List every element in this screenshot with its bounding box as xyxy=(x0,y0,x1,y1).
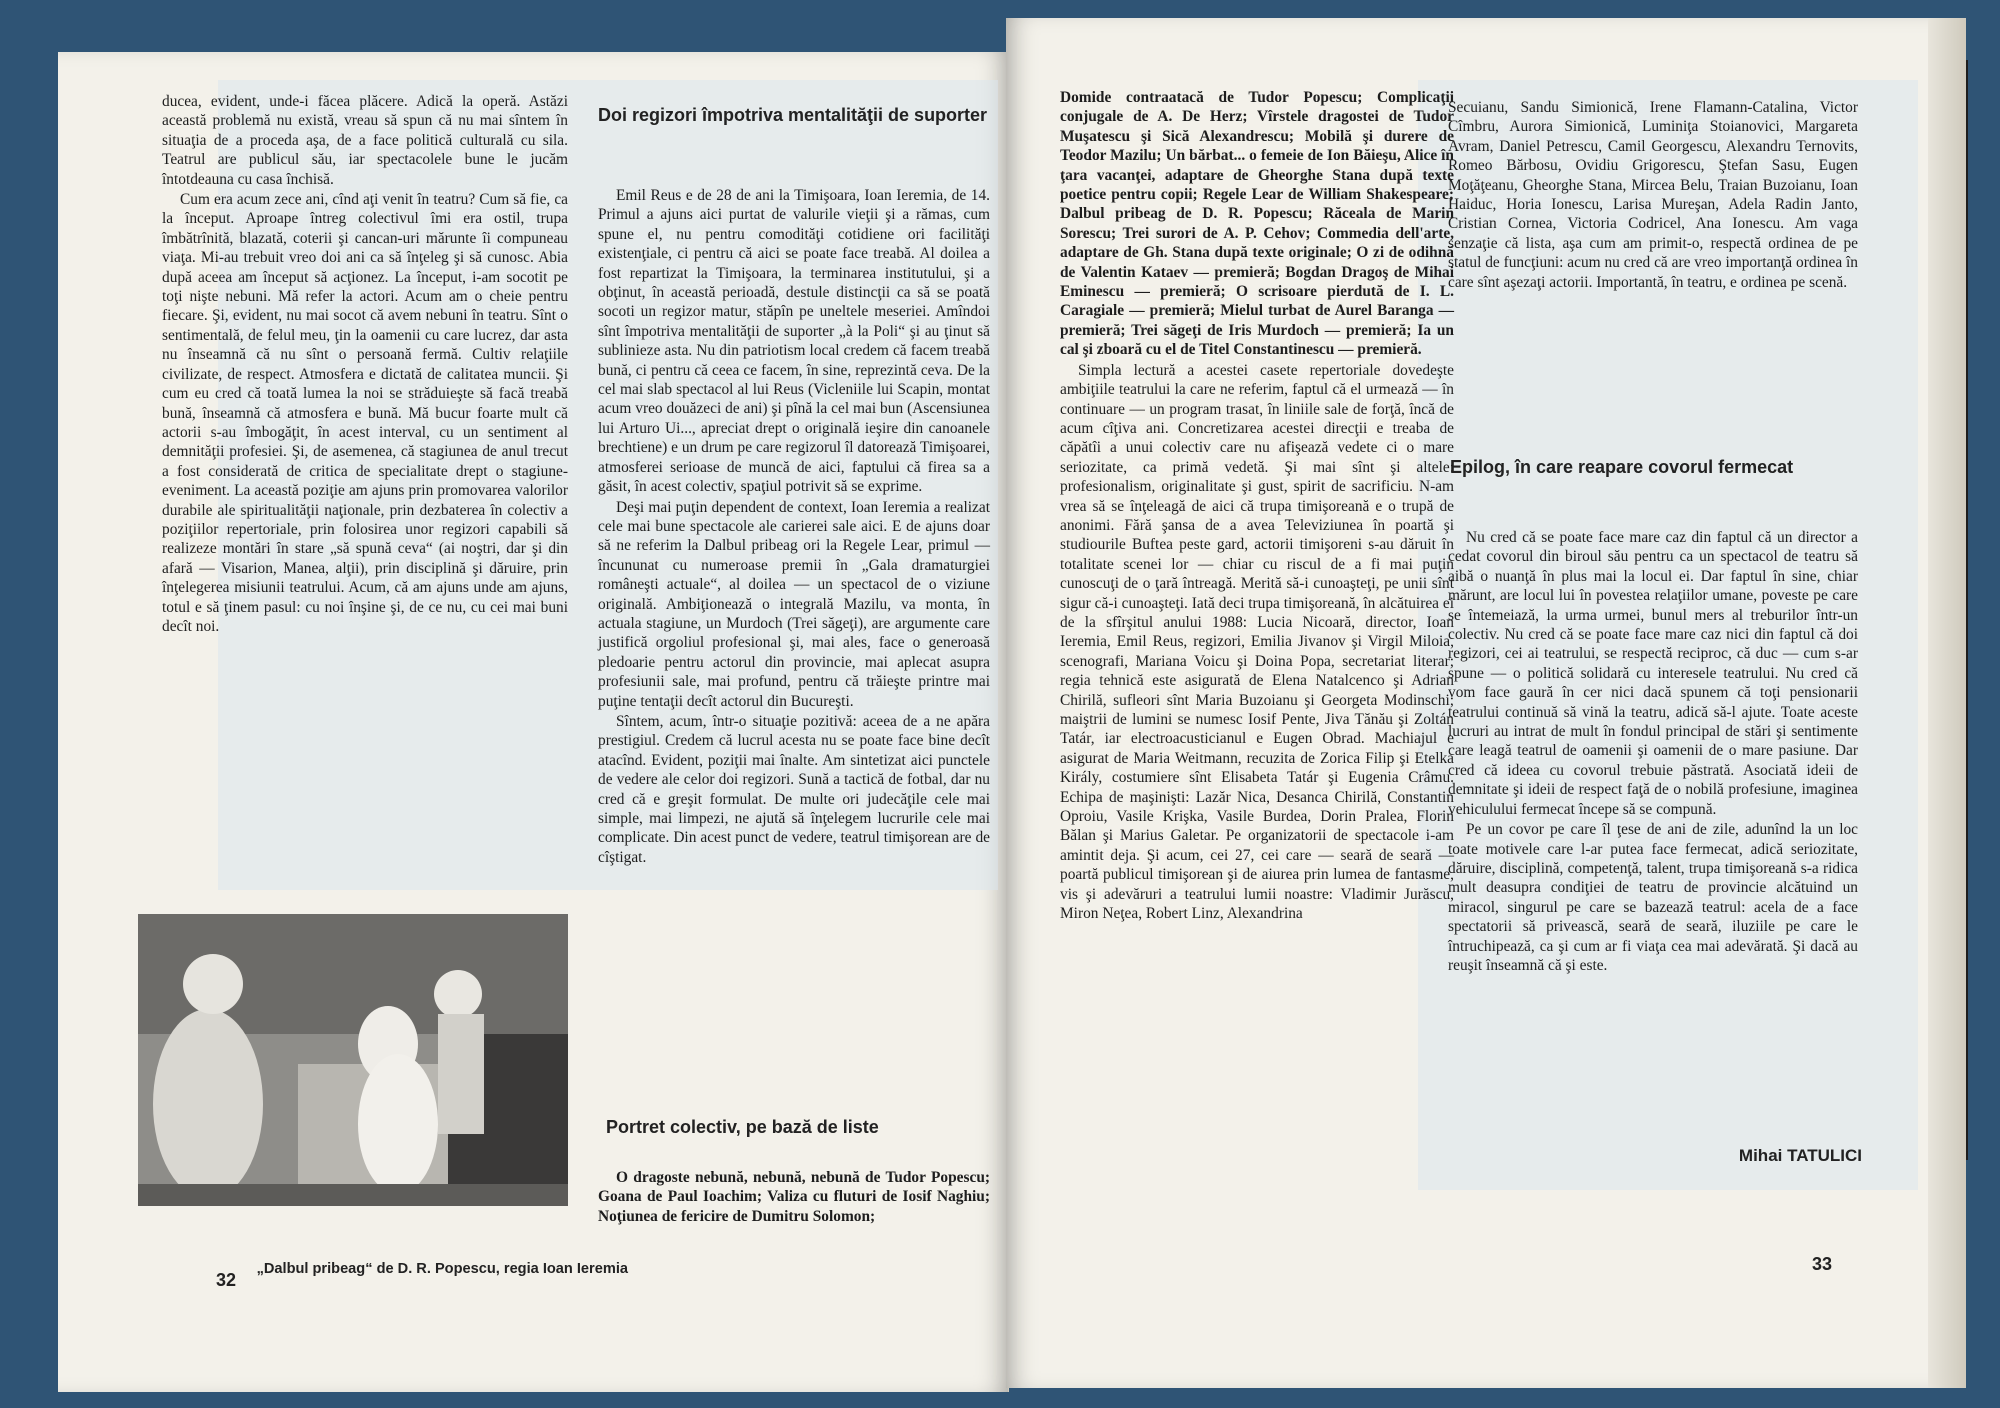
page-number: 33 xyxy=(1812,1254,1833,1274)
left-col1 xyxy=(162,92,568,636)
left-col2 xyxy=(598,186,990,867)
article-title: Portret colectiv, pe bază de liste xyxy=(606,1117,879,1137)
page-number: 32 xyxy=(216,1270,237,1290)
photo-illustration xyxy=(138,914,568,1206)
right-col4-top xyxy=(1448,98,1858,292)
paragraph: Pe un covor pe care îl ţese de ani de zile, adunînd la un loc toate motivele care l-ar putea face fermecat, adică seriozitate, dăruire, disciplină, competenţă, talent, trupa timişoreană s-a ridica mult deasupra condiţiei de teatru de provincie alcătuind un miracol, singurul pe care se bazează teatrul: acela de a face spectatorii să privească, seară de seară, iluziile pe care le întruchipează, ca şi cum ar fi viaţa cea mai adevărată. Şi dacă au reuşit înseamnă că şi este. xyxy=(1448,821,1858,974)
article-title: Epilog, în care reapare covorul fermecat xyxy=(1450,457,1794,477)
right-col4 xyxy=(1448,528,1858,975)
photo-caption: „Dalbul pribeag“ de D. R. Popescu, regia Ioan Ieremia xyxy=(256,1261,628,1277)
right-col3 xyxy=(1060,88,1454,923)
left-page xyxy=(58,52,1009,1392)
paragraph: Sîntem, acum, într-o situaţie pozitivă: aceea de a ne apăra prestigiul. Credem că lucrul acesta nu se poate face bine decît atacînd. Evident, poziţii mai înalte. Am sintetizat aici punctele de vedere ale celor doi regizori. Sună a tactică de fotbal, dar nu cred că e greşit formulat. De multe ori judecăţile cele mai simple, mai limpezi, ne ajută să înţelegem lucrurile cele mai complicate. Din acest punct de vedere, teatrul timişorean are de cîştigat. xyxy=(598,712,990,866)
page-edge xyxy=(1928,18,1966,1388)
play-list: Domide contraatacă de Tudor Popescu; Complicaţii conjugale de A. De Herz; Vîrstele dragostei de Tudor Muşatescu şi Sică Alexandrescu; Mobilă şi durere de Teodor Mazilu; Un bărbat... o femeie de Ion Băieşu, Alice în ţara vacanţei, adaptare de Gheorghe Stana după texte poetice pentru copii; Regele Lear de William Shakespeare; Dalbul pribeag de D. R. Popescu; Răceala de Marin Sorescu; Trei surori de A. P. Cehov; Commedia dell'arte, adaptare de Gh. Stana după texte originale; O zi de odihnă de Valentin Kataev — premieră; Bogdan Dragoş de Mihai Eminescu — premieră; O scrisoare pierdută de I. L. Caragiale — premieră; Mielul turbat de Aurel Baranga — premieră; Trei săgeţi de Iris Murdoch — premieră; Ia un cal şi zboară cu el de Titel Constantinescu — premieră. xyxy=(1060,89,1454,359)
play-list: O dragoste nebună, nebună, nebună de Tudor Popescu; Goana de Paul Ioachim; Valiza cu fluturi de Iosif Naghiu; Noţiunea de fericire de Dumitru Solomon; xyxy=(598,1169,990,1225)
article-title: Doi regizori împotriva mentalităţii de suporter xyxy=(598,105,988,125)
paragraph: ducea, evident, unde-i făcea plăcere. Adică la operă. Astăzi această problemă nu există, vreau să spun că nu mai sîntem în situaţia de a proceda aşa, de a face politică culturală cu sila. Teatrul are publicul său, iar spectacolele bune le jucăm întotdeauna cu casa închisă. xyxy=(162,93,568,188)
theatre-photo xyxy=(138,914,568,1206)
author-name: Mihai TATULICI xyxy=(1738,1146,1862,1165)
left-col2-list xyxy=(598,1168,990,1226)
paragraph: Simpla lectură a acestei casete repertoriale dovedeşte ambiţiile teatrului la care ne referim, faptul că el urmează — în continuare — un program trasat, în liniile sale de forţă, încă de acum cîţiva ani. Concretizarea acestei direcţii e treaba de căpătîi a unui colectiv care nu afişează vedete ci o mare seriozitate, ca primă vedetă. Şi mai sînt şi altele: profesionalism, originalitate şi gust, spirit de sacrificiu. N-am vrea să se înţeleagă de aici că trupa timişoreană e o trupă de anonimi. Fără şansa de a avea Televiziunea în poartă şi studiourile Buftea peste gard, actorii timişoreni s-au dăruit în totalitate scenei lor — chiar cu riscul de a fi mai puţin cunoscuţi de o ţară întreagă. Merită să-i cunoaşteţi, pe unii sînt sigur că-i cunoaşteţi. Iată deci trupa timişoreană, în alcătuirea ei de la sfîrşitul anului 1988: Lucia Nicoară, director, Ioan Ieremia, Emil Reus, regizori, Emilia Jivanov şi Virgil Miloia, scenografi, Mariana Voicu şi Doina Popa, secretariat literar; regia tehnică este asigurată de Elena Natalcenco şi Adrian Chirilă, sufleori sînt Maria Buzoianu şi Georgeta Modinschi; maiştrii de lumini se numesc Iosif Pente, Jiva Tănău şi Zoltán Tatár, iar electroacusticianul e Eugen Obrad. Machiajul e asigurat de Maria Weitmann, recuzita de Zorica Filip şi Etelka Király, costumiere sînt Elisabeta Tatár şi Eugenia Crâmu. Echipa de maşinişti: Lazăr Nica, Desanca Chirilă, Constantin Oproiu, Vasile Krişka, Vasile Burdea, Dorin Pralea, Florin Bălan şi Marius Galetar. Pe organizatorii de spectacole i-am amintit deja. Şi acum, cei 27, cei care — seară de seară — poartă publicul timişorean şi de aiurea prin lumea de fantasme, vis şi adevăruri a teatrului lumii noastre: Vladimir Jurăscu, Miron Neţea, Robert Linz, Alexandrina xyxy=(1060,361,1454,923)
paragraph: Cum era acum zece ani, cînd aţi venit în teatru? Cum să fie, ca la început. Aproape întreg colectivul îmi era ostil, trupa îmbătrînită, blazată, coterii şi cancan-uri mărunte îi compuneau viaţa. Mi-au trebuit vreo doi ani ca să înţeleg şi să cunosc. Abia după aceea am început să acţionez. La început, i-am socotit pe toţi nişte nebuni. Mă refer la actori. Acum am o cheie pentru fiecare. Şi, evident, nu mai socot că avem nebuni în teatru. Sînt o sentimentală, de felul meu, ţin la oamenii cu care lucrez, dar asta nu înseamnă că nu sînt o persoană fermă. Cultiv relaţiile civilizate, de respect. Atmosfera e dictată de calitatea muncii. Şi cum eu cred că toată lumea la noi se străduieşte să facă treabă bună, înseamnă că atmosfera e bună. Mă bucur foarte mult că actorii s-au îmbogăţit, în acest interval, cu un sentiment al demnităţii profesiei. Şi, de asemenea, că stagiunea de anul trecut a fost considerată de critica de specialitate drept o stagiune-eveniment. La această poziţie am ajuns prin promovarea valorilor durabile ale spiritualităţii naţionale, prin dezbaterea în colectiv a poziţiilor repertoriale, prin folosirea unor regizori capabili să realizeze montări în stare „să spună ceva“ (ai noştri, dar şi din afară — Visarion, Manea, alţii), prin disciplină şi dăruire, prin înţelegerea misiunii teatrului. Acum, că am ajuns unde am ajuns, totul e să ţinem pasul: cu noi înşine şi, de ce nu, cu cei mai buni decît noi. xyxy=(162,191,568,635)
paragraph: Emil Reus e de 28 de ani la Timişoara, Ioan Ieremia, de 14. Primul a ajuns aici purtat de valurile vieţii şi a rămas, cum spune el, nu pentru comodităţi cotidiene ori facilităţi existenţiale, ci pentru că aici se poate face treabă. Al doilea a fost repartizat la Timişoara, la terminarea institutului, şi a obţinut, în această perioadă, destule distincţii ca să se poată socoti un regizor matur, stăpîn pe uneltele meseriei. Amîndoi sînt împotriva mentalităţii de suporter „à la Poli“ şi au ţinut să sublinieze asta. Nu din patriotism local credem că facem treabă bună, ci pentru că ceea ce facem, în sine, reprezintă ceva. De la cel mai slab spectacol al lui Reus (Vicleniile lui Scapin, montat acum vreo douăzeci de ani) şi pînă la cel mai bun (Ascensiunea lui Arturo Ui..., apreciat drept o originală ieşire din canoanele brechtiene) e un drum pe care regizorul îl datorează Timişoarei, atmosferei serioase de muncă de aici, faptului că firea sa a găsit, în acest colectiv, spaţiul potrivit să se exprime. xyxy=(598,187,990,496)
paragraph: Secuianu, Sandu Simionică, Irene Flamann-Catalina, Victor Cîmbru, Aurora Simionică, Luminiţa Stoianovici, Margareta Avram, Daniel Petrescu, Camil Georgescu, Alexandru Ternovits, Romeo Bărbosu, Ovidiu Grigorescu, Ştefan Sasu, Eugen Moţăţeanu, Gheorghe Stana, Mircea Belu, Traian Buzoianu, Ioan Haiduc, Horia Ionescu, Larisa Mureşan, Adela Radin Janto, Cristian Cornea, Victoria Codricel, Ana Ionescu. Am vaga senzaţie că lista, aşa cum am primit-o, respectă ordinea de pe statul de funcţiuni: acum nu cred că are vreo importanţă ordinea în care sînt aşezaţi actorii. Importantă, în teatru, e ordinea pe scenă. xyxy=(1448,99,1858,291)
paragraph: Nu cred că se poate face mare caz din faptul că un director a cedat covorul din biroul său pentru ca un spectacol de teatru să aibă o nuanţă în plus mai la locul ei. Dar faptul în sine, chiar mărunt, are locul lui în povestea relaţiilor umane, poveste pe care se întemeiază, la urma urmei, bunul mers al treburilor într-un colectiv. Nu cred că se poate face mare caz nici din faptul că doi regizori, cei ai teatrului, se respectă reciproc, că duc — cum s-ar spune — o politică solidară cu interesele teatrului. Nu cred că vom face gaură în cer nici dacă spunem că toţi pensionarii teatrului continuă să vină la teatru, adică să-l ajute. Toate aceste lucruri au intrat de mult în fondul principal de stări şi sentimente care leagă teatrul de oamenii şi oamenii de o mare pasiune. Dar cred că ideea cu covorul trebuie păstrată. Asociată ideii de demnitate şi ideii de respect faţă de o nobilă profesiune, imaginea vehiculului fermecat începe să se compună. xyxy=(1448,529,1858,818)
paragraph: Deşi mai puţin dependent de context, Ioan Ieremia a realizat cele mai bune spectacole ale carierei sale aici. E de ajuns doar să ne referim la Dalbul pribeag ori la Regele Lear, primul — încununat cu numeroase premii în „Gala dramaturgiei româneşti actuale“, al doilea — un spectacol de o viziune originală. Ambiţionează o integrală Mazilu, va monta, în actuala stagiune, un Murdoch (Trei săgeţi), are argumente care justifică orgoliul profesional şi, mai ales, face o generoasă pledoarie pentru actorul din provincie, mai aplecat asupra profesiunii sale, mai profund, pentru că trăieşte printre mai puţine tentaţii decît actorul din Bucureşti. xyxy=(598,498,990,710)
right-page xyxy=(1006,18,1966,1388)
